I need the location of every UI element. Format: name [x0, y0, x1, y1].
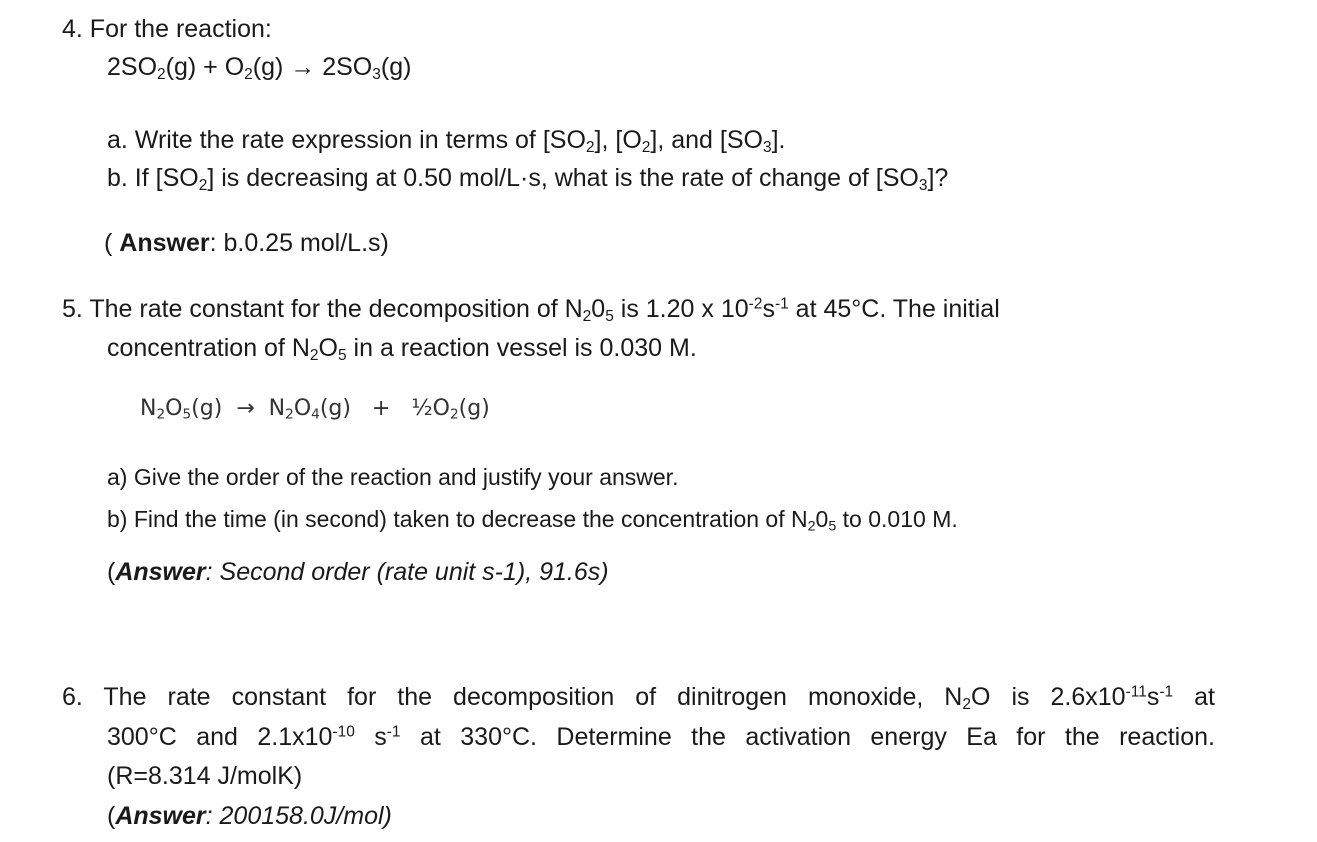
answer-label: Answer	[119, 229, 210, 257]
q4-equation: $2SO_2(g) + O_2(g) \to 2SO_3(g)$	[107, 53, 412, 83]
answer-label: Answer	[115, 802, 206, 830]
answer-label: Answer	[115, 558, 206, 586]
q4-answer: ( Answer: b.0.25 mol/L.s)	[104, 229, 389, 257]
q5-line-1: 5. The rate constant for the decomposition of $N_20_5$ is 1.20 x $10^{-2}s^{-1}$ at 45°C. The initial	[62, 295, 1000, 325]
q4-part-b: b. If $[SO_2]$ is decreasing at 0.50 mol/L·s, what is the rate of change of $[SO_3]$?	[107, 164, 949, 194]
q6-line-3: (R=8.314 J/molK)	[107, 762, 303, 790]
q5-answer: (Answer: Second order (rate unit s-1), 91.6s)	[107, 558, 609, 586]
q4-heading: 4. For the reaction:	[62, 15, 272, 43]
q6-line-1: 6. The rate constant for the decomposition of dinitrogen monoxide, $N_2O$ is $2.6x10^{-11}s^{-1}$ at	[62, 683, 1216, 713]
q5-part-b: b) Find the time (in second) taken to decrease the concentration of $N_20_5$ to 0.010 M.	[107, 506, 958, 535]
q6-answer: (Answer: 200158.0J/mol)	[107, 802, 392, 830]
q5-equation: $N_2O_5(g) \to N_2O_4(g)$ + $\frac{1}{2}O_2(g)$	[140, 396, 490, 423]
q5-part-a: a) Give the order of the reaction and justify your answer.	[107, 464, 679, 490]
q5-line-2: concentration of $N_2O_5$ in a reaction vessel is 0.030 M.	[107, 334, 697, 364]
q4-part-a: a. Write the rate expression in terms of $[SO_2]$, $[O_2]$, and $[SO_3]$.	[107, 126, 786, 156]
q6-line-2: 300°C and $2.1x10^{-10}$ $s^{-1}$ at 330°C. Determine the activation energy Ea for the reaction.	[107, 723, 1215, 751]
